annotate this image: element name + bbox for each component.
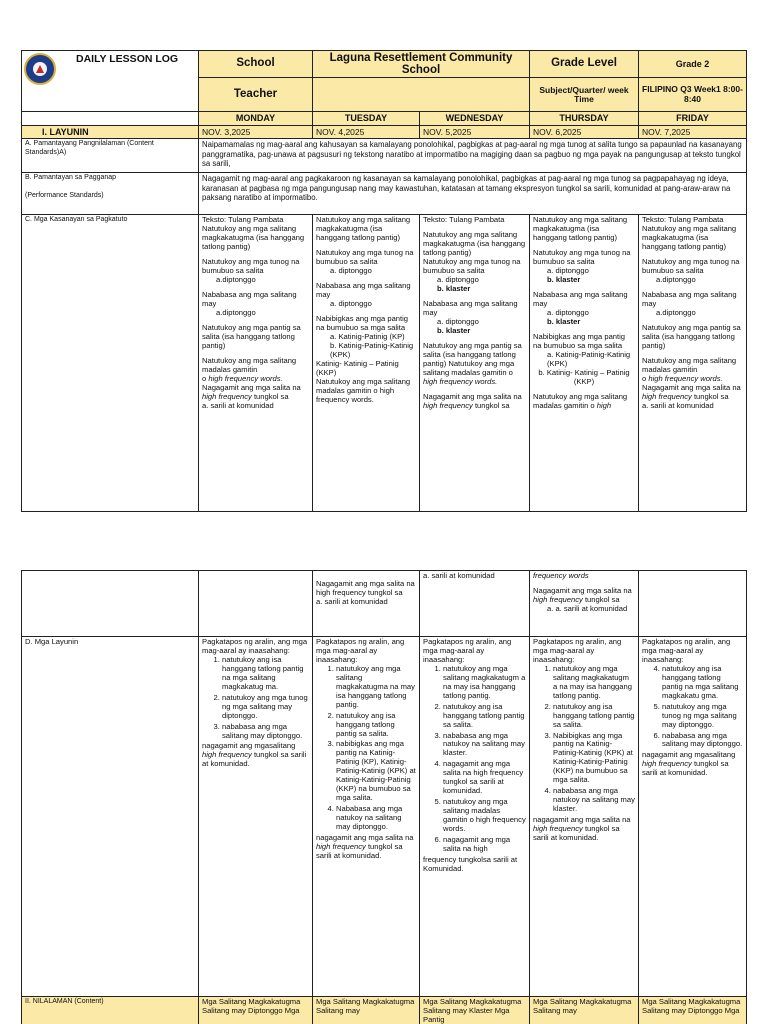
day-tuesday: TUESDAY bbox=[313, 112, 420, 126]
skills-text: b. klaster bbox=[547, 316, 581, 326]
skills-text: Nagagamit ang mga salita na high frequency tungkol sa bbox=[316, 579, 415, 597]
objectives-end: frequency tungkolsa sarili at Komunidad. bbox=[423, 854, 518, 873]
skills-text: Natutukoy ang mga tunog na bumubuo sa salita bbox=[202, 257, 300, 276]
skills-text: a. diptonggo bbox=[437, 275, 479, 285]
skills-friday bbox=[639, 215, 747, 512]
day-wednesday: WEDNESDAY bbox=[420, 112, 530, 126]
skills-text: a.diptonggo bbox=[216, 275, 256, 285]
objectives-intro: Pagkatapos ng aralin, ang mga mag-aaral ay inaasahang: bbox=[642, 637, 731, 664]
skills-text: a. Katinig-Patinig-Katinig (KPK) bbox=[547, 349, 631, 368]
objectives-end bbox=[642, 751, 743, 778]
skills-text: tungkol sa bbox=[472, 400, 510, 410]
teacher-label: Teacher bbox=[199, 78, 313, 112]
skills-text: Natutukoy ang mga salitang madalas gamitin o bbox=[533, 391, 628, 410]
objective-item: 5. natutukoy ang mga tunog ng mga salitang may diptonggo. bbox=[662, 703, 743, 730]
lesson-log-table-page1 bbox=[21, 50, 747, 512]
skills-text: Nababasa ang mga salitang may bbox=[642, 290, 737, 308]
skills-text: o bbox=[642, 373, 649, 383]
content-tuesday: Mga Salitang Magkakatugma Salitang may bbox=[313, 997, 420, 1024]
objective-item: 5. natutukoy ang mga salitang madalas gamitin o high frequency words. bbox=[443, 798, 526, 834]
objectives-end bbox=[316, 834, 416, 861]
skills-text: high frequency bbox=[533, 594, 583, 604]
content-label: II. NILALAMAN (Content) bbox=[22, 997, 199, 1024]
skills-monday bbox=[199, 215, 313, 512]
skills-text: high frequency bbox=[423, 400, 473, 410]
objectives-intro: Pagkatapos ng aralin, ang mga mag-aaral ay inaasahang: bbox=[533, 637, 622, 664]
objectives-friday bbox=[639, 637, 747, 997]
skills-label: C. Mga Kasanayan sa Pagkatuto bbox=[22, 215, 199, 512]
content-standards-label: A. Pamantayang Pangnilalaman (Content Standards)A) bbox=[22, 139, 199, 173]
skills-text: b. Katinig- Katinig – Patinig (KKP) bbox=[538, 367, 630, 386]
date-tuesday: NOV. 4,2025 bbox=[313, 125, 420, 139]
skills-text: Nagagamit ang mga salita na bbox=[642, 382, 741, 392]
skills-text: Natutukoy ang mga salitang madalas gamitin bbox=[642, 355, 737, 374]
skills-text: Natutukoy ang mga pantig sa salita (isa hanggang tatlong pantig) Natutukoy ang mga salitang madalas gamitin o bbox=[423, 340, 522, 377]
objective-item: 4. natutukoy ang isa hanggang tatlong pantig na mga salitang magkakatu gma. bbox=[662, 665, 743, 701]
skills-text: b. Katinig-Patinig-Katinig (KPK) bbox=[330, 340, 414, 359]
objective-item: 3. nababasa ang mga salitang may diptonggo. bbox=[222, 723, 309, 741]
continuation-tuesday bbox=[313, 571, 420, 637]
deped-seal-icon bbox=[24, 53, 56, 85]
skills-text: Natutukoy ang mga salitang magkakatugma (isa hanggang tatlong pantig) bbox=[316, 215, 411, 243]
skills-text: tungkol sa bbox=[582, 594, 620, 604]
skills-text: Natutukoy ang mga tunog na bumubuo sa salita bbox=[642, 257, 740, 276]
skills-text: a. diptonggo bbox=[437, 316, 479, 326]
objective-item: 6. nababasa ang mga salitang may diptonggo. bbox=[662, 732, 743, 750]
date-wednesday: NOV. 5,2025 bbox=[420, 125, 530, 139]
skills-thursday bbox=[530, 215, 639, 512]
skills-text: Katinig- Katinig – Patinig (KKP) bbox=[316, 358, 399, 377]
skills-text: Natutukoy ang mga tunog na bumubuo sa salita bbox=[533, 248, 631, 267]
content-wednesday: Mga Salitang Magkakatugma Salitang may Klaster Mga Pantig bbox=[420, 997, 530, 1024]
objective-item: 4. Nababasa ang mga natukoy na salitang may diptonggo. bbox=[336, 805, 416, 832]
page-two bbox=[0, 560, 768, 1024]
performance-standards-title: B. Pamantayan sa Pagganap bbox=[25, 174, 117, 182]
skills-text: Teksto: Tulang Pambata Natutukoy ang mga salitang magkakatugma (isa hanggang tatlong pantig) bbox=[642, 215, 737, 252]
objectives-intro: Pagkatapos ng aralin, ang mga mag-aaral ay inaasahang: bbox=[316, 637, 405, 664]
continuation-friday bbox=[639, 571, 747, 637]
objectives-monday bbox=[199, 637, 313, 997]
skills-text: high frequency words. bbox=[423, 376, 498, 386]
skills-text: b. klaster bbox=[437, 325, 471, 335]
blank-day-cell bbox=[22, 112, 199, 126]
header-title-cell bbox=[22, 51, 199, 112]
objective-item: 4. nagagamit ang mga salita na high frequency tungkol sa sarili at komunidad. bbox=[443, 760, 526, 796]
objectives-end-text: nagagamit ang mga salita na bbox=[533, 815, 631, 825]
skills-text: b. klaster bbox=[547, 275, 581, 285]
skills-text: Natutukoy ang mga salitang magkakatugma (isa hanggang tatlong pantig) bbox=[533, 215, 628, 243]
skills-text: a. sarili at komunidad bbox=[316, 596, 388, 606]
skills-text: high bbox=[596, 400, 612, 410]
objective-item: 3. nabibigkas ang mga pantig na Katinig- Patinig (KP), Katinig-Patinig-Katinig (KPK) at Katinig-Katinig-Patinig (KKP) na bumubuo sa mga salita. bbox=[336, 740, 416, 803]
objectives-end-text: tungkol sa sarili at komunidad. bbox=[533, 824, 620, 843]
skills-text: a. sarili at komunidad bbox=[423, 571, 495, 580]
day-monday: MONDAY bbox=[199, 112, 313, 126]
skills-text: a. diptonggo bbox=[547, 307, 589, 317]
skills-text bbox=[202, 384, 309, 402]
objective-item: 6. nagagamit ang mga salita na high bbox=[443, 836, 526, 854]
performance-standards-subtitle: (Performance Standards) bbox=[25, 191, 104, 199]
objective-item: 3. nababasa ang mga natukoy na salitang may klaster. bbox=[443, 732, 526, 759]
objectives-end-text: nagagamit ang mgasalitang bbox=[202, 741, 296, 751]
skills-text: Natutukoy ang mga salitang madalas gamitin o high frequency words. bbox=[316, 376, 411, 404]
skills-text: Natutukoy ang mga tunog na bumubuo sa salita bbox=[316, 248, 414, 267]
document-title: DAILY LESSON LOG bbox=[76, 53, 179, 65]
skills-text bbox=[642, 384, 743, 402]
skills-text: Nabibigkas ang mga pantig na bumubuo sa mga salita bbox=[316, 313, 409, 332]
objective-item: 3. Nabibigkas ang mga pantig na Katinig- Patinig-Katinig (KPK) at Katinig-Katinig-Patinig (KKP) na bumubuo sa mga salita. bbox=[553, 732, 635, 786]
skills-text: Nabibigkas ang mga pantig na bumubuo sa mga salita bbox=[533, 331, 626, 350]
objective-item: 2. natutukoy ang isa hanggang tatlong pantig sa salita. bbox=[443, 703, 526, 730]
content-thursday: Mga Salitang Magkakatugma Salitang may bbox=[530, 997, 639, 1024]
skills-text bbox=[533, 393, 635, 411]
skills-tuesday bbox=[313, 215, 420, 512]
skills-text bbox=[423, 393, 526, 411]
objectives-end-text: high frequency bbox=[316, 841, 366, 851]
objectives-end bbox=[533, 816, 635, 843]
subject-value: FILIPINO Q3 Week1 8:00-8:40 bbox=[639, 78, 747, 112]
skills-text: Nababasa ang mga salitang may bbox=[423, 298, 518, 317]
objective-item: 1. natutukoy ang isa hanggang tatlong pantig na mga salitang magkakatug ma. bbox=[222, 656, 309, 692]
skills-text: Nababasa ang mga salitang may bbox=[533, 290, 628, 308]
skills-text: tungkol sa bbox=[691, 391, 729, 401]
continuation-wednesday bbox=[420, 571, 530, 637]
subject-label: Subject/Quarter/ week Time bbox=[530, 78, 639, 112]
content-friday: Mga Salitang Magkakatugma Salitang may Diptonggo Mga bbox=[639, 997, 747, 1024]
school-value: Laguna Resettlement Community School bbox=[313, 51, 530, 78]
skills-text: a.diptonggo bbox=[656, 275, 696, 285]
skills-text: a.diptonggo bbox=[656, 307, 696, 317]
objectives-end-text: high frequency bbox=[202, 750, 252, 760]
skills-text: Natutukoy ang mga pantig sa salita (isa hanggang tatlong pantig) bbox=[202, 322, 301, 350]
skills-text: o bbox=[202, 373, 209, 383]
skills-text: high frequency bbox=[642, 391, 692, 401]
skills-text: Nababasa ang mga salitang may bbox=[202, 290, 297, 308]
skills-text: Natutukoy ang mga tunog na bumubuo sa salita bbox=[423, 257, 521, 276]
objective-item: 1. natutukoy ang mga salitang magkakatugm a na may isa hanggang tatlong pantig. bbox=[443, 665, 526, 701]
objective-item: 2. natutukoy ang isa hanggang tatlong pantig sa salita. bbox=[336, 712, 416, 739]
lesson-log-table-page2 bbox=[21, 570, 747, 1024]
content-monday: Mga Salitang Magkakatugma Salitang may Diptonggo Mga bbox=[199, 997, 313, 1024]
objectives-label: D. Mga Layunin bbox=[22, 637, 199, 997]
objectives-end-text: tungkol sa sarili at komunidad. bbox=[316, 841, 403, 860]
skills-text: a. diptonggo bbox=[330, 298, 372, 308]
skills-text: a. a. sarili at komunidad bbox=[547, 603, 628, 613]
objectives-tuesday bbox=[313, 637, 420, 997]
day-thursday: THURSDAY bbox=[530, 112, 639, 126]
skills-text: Teksto: Tulang Pambata Natutukoy ang mga salitang magkakatugma (isa hanggang tatlong pantig) bbox=[202, 215, 305, 252]
skills-text: Natutukoy ang mga pantig sa salita (isa hanggang tatlong pantig) bbox=[642, 322, 741, 350]
objectives-intro: Pagkatapos ng aralin, ang mga mag-aaral ay inaasahang: bbox=[423, 637, 512, 664]
objectives-end bbox=[202, 742, 309, 769]
objectives-end-text: tungkol sa sarili at komunidad. bbox=[642, 759, 729, 778]
skills-text: high frequency words. bbox=[208, 373, 283, 383]
skills-text: a. sarili at komunidad bbox=[202, 400, 274, 410]
continuation-label-cell bbox=[22, 571, 199, 637]
skills-text: Natutukoy ang mga salitang magkakatugma (isa hanggang tatlong pantig) bbox=[423, 230, 526, 258]
date-monday: NOV. 3,2025 bbox=[199, 125, 313, 139]
skills-text: Natutukoy ang mga salitang madalas gamitin bbox=[202, 355, 297, 374]
objectives-wednesday bbox=[420, 637, 530, 997]
skills-text bbox=[423, 342, 526, 387]
objective-item: 2. natutukoy ang mga tunog ng mga salitang may diptonggo. bbox=[222, 694, 309, 721]
layunin-heading: I. LAYUNIN bbox=[22, 125, 199, 139]
skills-text: tungkol sa bbox=[251, 391, 289, 401]
content-standards-text: Naipamamalas ng mag-aaral ang kahusayan sa kamalayang ponolohikal, pagbigkas at pag-aaral ng mga tunog at salita tungo sa papaunlad na kasanayang panggramatika, pag-unawa at pagsusuri ng tekstong naratibo at impormatibo na magiging daan sa pagbuo ng mga payak na pangungusap at teksto tungkol sa sarili, bbox=[199, 139, 747, 173]
skills-text: a. diptonggo bbox=[330, 266, 372, 276]
skills-text: a. Katinig-Patinig (KP) bbox=[330, 331, 405, 341]
objectives-thursday bbox=[530, 637, 639, 997]
skills-text: Nababasa ang mga salitang may bbox=[316, 281, 411, 300]
skills-text: frequency words bbox=[533, 571, 589, 580]
skills-text: Teksto: Tulang Pambata bbox=[423, 215, 505, 225]
objectives-intro: Pagkatapos ng aralin, ang mga mag-aaral ay inaasahang: bbox=[202, 637, 308, 655]
continuation-thursday bbox=[530, 571, 639, 637]
skills-text: a.diptonggo bbox=[216, 307, 256, 317]
skills-text: Nagagamit ang mga salita na bbox=[423, 391, 522, 401]
objective-item: 4. nababasa ang mga natukoy na salitang may klaster. bbox=[553, 787, 635, 814]
grade-level-value: Grade 2 bbox=[639, 51, 747, 78]
objectives-end-text: tungkol sa sarili at komunidad. bbox=[202, 750, 307, 769]
skills-text bbox=[533, 587, 635, 605]
day-friday: FRIDAY bbox=[639, 112, 747, 126]
objective-item: 1. natutukoy ang mga salitang magkakatugm a na may isa hanggang tatlong pantig. bbox=[553, 665, 635, 701]
performance-standards-label bbox=[22, 173, 199, 215]
date-thursday: NOV. 6,2025 bbox=[530, 125, 639, 139]
objectives-end-text: high frequency bbox=[642, 759, 692, 769]
skills-text: Nagagamit ang mga salita na bbox=[202, 382, 301, 392]
objectives-end-text: nagagamit ang mga salita na bbox=[316, 833, 414, 843]
objective-item: 2. natutukoy ang isa hanggang tatlong pantig sa salita. bbox=[553, 703, 635, 730]
skills-text: a. sarili at komunidad bbox=[642, 400, 714, 410]
skills-text: a. diptonggo bbox=[547, 266, 589, 276]
objective-item: 1. natutukoy ang mga salitang magkakatugma na may isa hanggang tatlong pantig. bbox=[336, 665, 416, 710]
objectives-end-text: nagagamit ang mgasalitang bbox=[642, 750, 736, 760]
school-label: School bbox=[199, 51, 313, 78]
skills-wednesday bbox=[420, 215, 530, 512]
continuation-monday bbox=[199, 571, 313, 637]
skills-text: Nagagamit ang mga salita na bbox=[533, 585, 632, 595]
date-friday: NOV. 7,2025 bbox=[639, 125, 747, 139]
teacher-value bbox=[313, 78, 530, 112]
grade-level-label: Grade Level bbox=[530, 51, 639, 78]
skills-text: high frequency bbox=[202, 391, 252, 401]
skills-text: b. klaster bbox=[437, 284, 471, 294]
skills-text: high frequency words. bbox=[648, 373, 723, 383]
objectives-end-text: high frequency bbox=[533, 824, 583, 834]
performance-standards-text: Nagagamit ng mag-aaral ang pagkakaroon ng kasanayan sa kamalayang ponolohikal, pagbigkas at pag-aaral ng mga tunog sa pagpapahayag ng ideya, karanasan at pagbasa ng mga pangungusap nang may kawastuhan, katatasan at tamang ekspresyon tungkol sa sarili, komunidad at pang-araw-araw na paksang naratibo at impormatibo. bbox=[199, 173, 747, 215]
